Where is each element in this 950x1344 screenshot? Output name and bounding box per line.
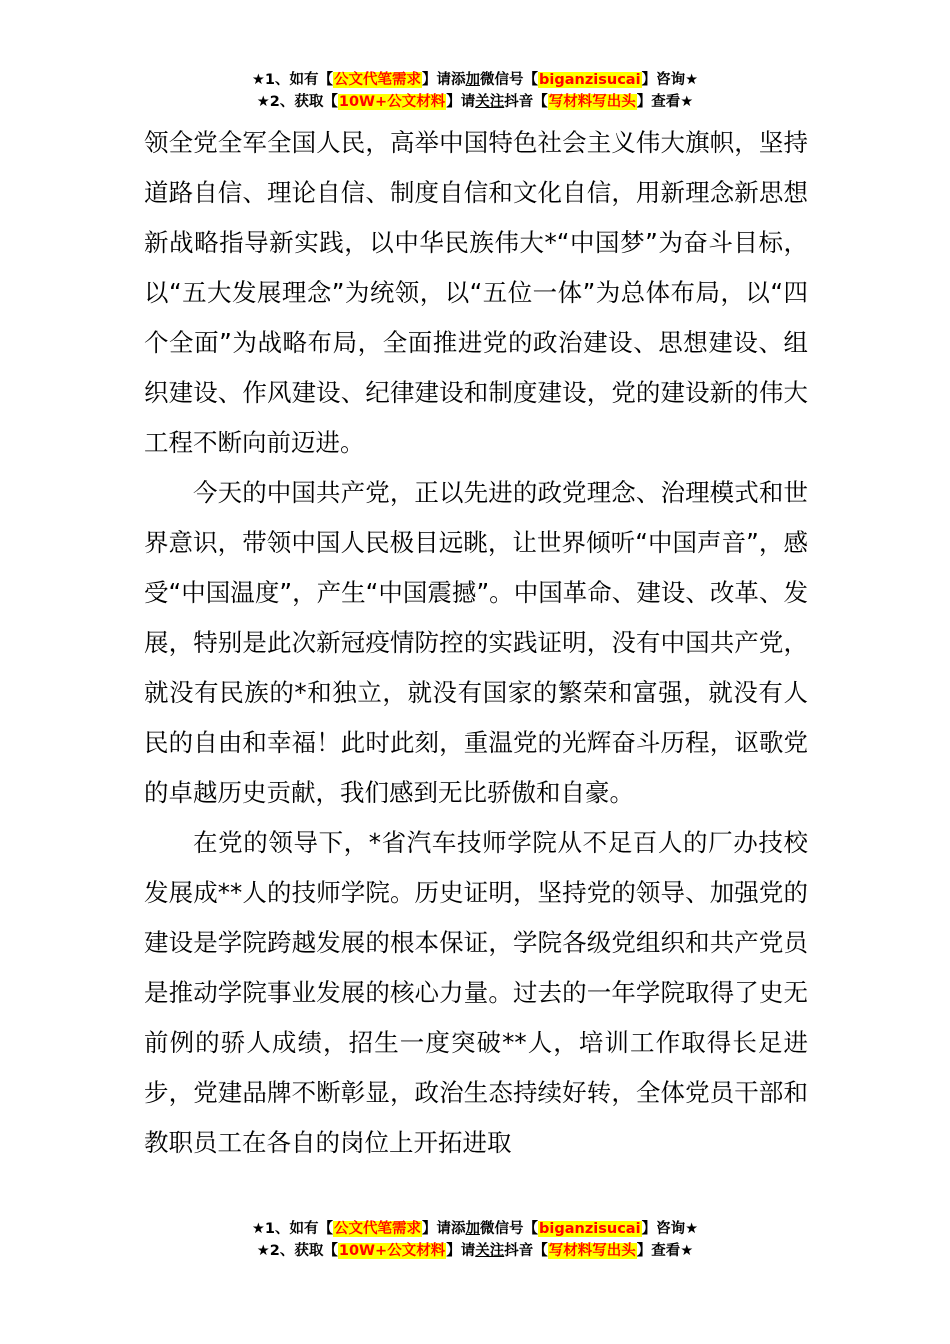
paragraph-1: 领全党全军全国人民，高举中国特色社会主义伟大旗帜，坚持道路自信、理论自信、制度自信和文化自信，用新理念新思想新战略指导新实践，以中华民族伟大*“中国梦”为奋斗目标，以“五大发展理念”为统领，以“五位一体”为总体布局，以“四个全面”为战略布局，全面推进党的政治建设、思想建设、组织建设、作风建设、纪律建设和制度建设，党的建设新的伟大工程不断向前迈进。 — [144, 128, 808, 457]
paragraph-2: 今天的中国共产党，正以先进的政党理念、治理模式和世界意识，带领中国人民极目远眺，让世界倾听“中国声音”，感受“中国温度”，产生“中国震撼”。中国革命、建设、改革、发展，特别是此次新冠疫情防控的实践证明，没有中国共产党，就没有民族的*和独立，就没有国家的繁荣和富强，就没有人民的自由和幸福！此时此刻，重温党的光辉奋斗历程，讴歌党的卓越历史贡献，我们感到无比骄傲和自豪。 — [144, 478, 808, 807]
document-body — [144, 118, 808, 1168]
highlight-wechat-id: biganzisucai — [539, 72, 641, 88]
highlight-wechat-id: biganzisucai — [539, 1221, 641, 1237]
banner-line-1: ★1、如有【公文代笔需求】请添加微信号【biganzisucai】咨询★ — [251, 72, 699, 88]
banner-line-2: ★2、获取【10W+公文材料】请关注抖音【写材料写出头】查看★ — [256, 94, 694, 110]
highlight-service: 公文代笔需求 — [334, 1221, 422, 1237]
paragraph-3: 在党的领导下，*省汽车技师学院从不足百人的厂办技校发展成**人的技师学院。历史证明，坚持党的领导、加强党的建设是学院跨越发展的根本保证，学院各级党组织和共产党员是推动学院事业发展的核心力量。过去的一年学院取得了史无前例的骄人成绩，招生一度突破**人，培训工作取得长足进步，党建品牌不断彰显，政治生态持续好转，全体党员干部和教职员工在各自的岗位上开拓进取 — [144, 828, 808, 1157]
header-banner — [0, 69, 950, 113]
highlight-douyin-account: 写材料写出头 — [548, 94, 636, 110]
highlight-materials: 10W+公文材料 — [338, 94, 446, 110]
highlight-materials: 10W+公文材料 — [338, 1243, 446, 1259]
highlight-douyin-account: 写材料写出头 — [548, 1243, 636, 1259]
banner-line-1: ★1、如有【公文代笔需求】请添加微信号【biganzisucai】咨询★ — [251, 1221, 699, 1237]
highlight-service: 公文代笔需求 — [334, 72, 422, 88]
banner-line-2: ★2、获取【10W+公文材料】请关注抖音【写材料写出头】查看★ — [256, 1243, 694, 1259]
footer-banner — [0, 1218, 950, 1262]
